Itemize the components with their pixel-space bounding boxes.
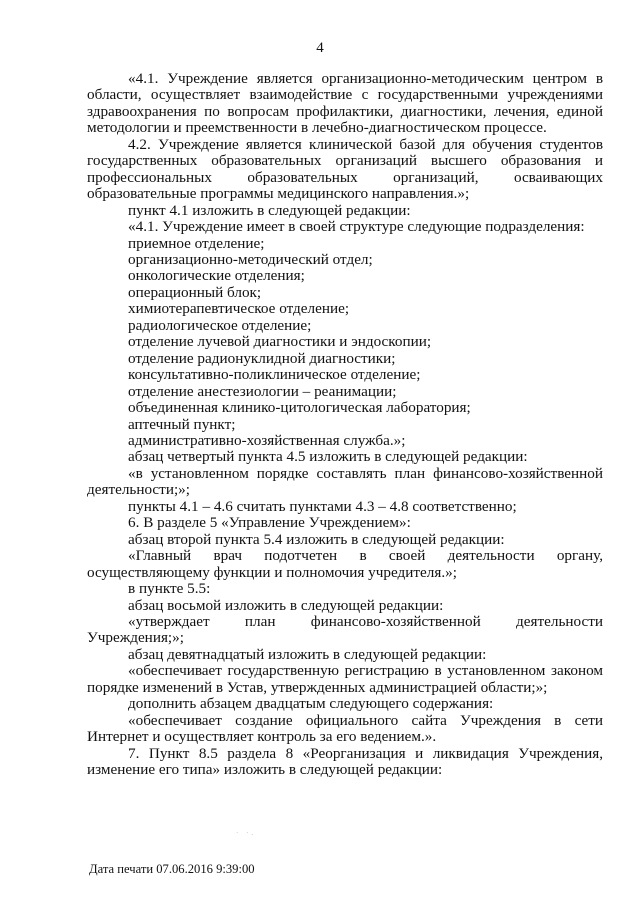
document-body (87, 71, 603, 778)
paragraph-financial-plan: «в установленном порядке составлять план финансово-хозяйственной деятельности;»; (87, 464, 603, 499)
paragraph-4-2-clinical-base: 4.2. Учреждение является клинической базой для обучения студентов государственных образовательных организаций высшего образования и профессиональных образовательных организаций, осваивающих образовательные программы медицинского направления.»; (87, 135, 603, 203)
paragraph-website: «обеспечивает создание официального сайта Учреждения в сети Интернет и осуществляет контроль за его ведением.». (87, 711, 603, 746)
paragraph-section-5-heading: 6. В разделе 5 «Управление Учреждением»: (128, 514, 411, 532)
list-item: химиотерапевтическое отделение; (128, 300, 350, 318)
scan-speck: · ·. (236, 829, 257, 837)
list-item: административно-хозяйственная служба.»; (128, 431, 406, 449)
paragraph-twentieth-add: дополнить абзацем двадцатым следующего содержания: (128, 695, 494, 713)
list-item: операционный блок; (128, 283, 262, 301)
print-date-footer: Дата печати 07.06.2016 9:39:00 (89, 862, 255, 876)
paragraph-amend-4-1: пункт 4.1 изложить в следующей редакции: (128, 201, 411, 219)
list-item: объединенная клинико-цитологическая лаборатория; (128, 399, 471, 417)
list-item: онкологические отделения; (128, 267, 305, 285)
paragraph-approves-plan: «утверждает план финансово-хозяйственной деятельности Учреждения;»; (87, 612, 603, 647)
list-item: организационно-методический отдел; (128, 250, 373, 268)
paragraph-structure-intro: «4.1. Учреждение имеет в своей структуре следующие подразделения: (128, 218, 585, 236)
paragraph-item-5-5: в пункте 5.5: (128, 580, 211, 598)
page-number: 4 (316, 40, 324, 56)
paragraph-4-1-organizational-center: «4.1. Учреждение является организационно-методическим центром в области, осуществляет взаимодействие с государственными учреждениями здравоохранения по вопросам профилактики, диагностики, лечения, единой методологии и преемственности в лечебно-диагностическом процессе. (87, 70, 603, 137)
paragraph-eighth-amend: абзац восьмой изложить в следующей редакции: (128, 596, 444, 614)
list-item: аптечный пункт; (128, 415, 236, 433)
list-item: приемное отделение; (128, 234, 265, 252)
paragraph-amend-5-4: абзац второй пункта 5.4 изложить в следующей редакции: (128, 530, 505, 548)
list-item: консультативно-поликлиническое отделение; (128, 366, 421, 384)
list-item: отделение радионуклидной диагностики; (128, 349, 396, 367)
paragraph-nineteenth-amend: абзац девятнадцатый изложить в следующей редакции: (128, 645, 487, 663)
list-item: радиологическое отделение; (128, 316, 312, 334)
paragraph-amend-4-5: абзац четвертый пункта 4.5 изложить в следующей редакции: (128, 448, 528, 466)
paragraph-registration: «обеспечивает государственную регистрацию в установленном законом порядке изменений в Устав, утвержденных администрацией области;»; (87, 662, 603, 696)
paragraph-item-8-5: 7. Пункт 8.5 раздела 8 «Реорганизация и ликвидация Учреждения, изменение его типа» изложить в следующей редакции: (87, 744, 603, 779)
list-item: отделение анестезиологии – реанимации; (128, 382, 397, 400)
paragraph-chief-physician: «Главный врач подотчетен в своей деятельности органу, осуществляющему функции и полномочия учредителя.»; (87, 547, 603, 581)
list-item: отделение лучевой диагностики и эндоскопии; (128, 333, 432, 351)
paragraph-renumbering: пункты 4.1 – 4.6 считать пунктами 4.3 – 4.8 соответственно; (128, 497, 517, 515)
